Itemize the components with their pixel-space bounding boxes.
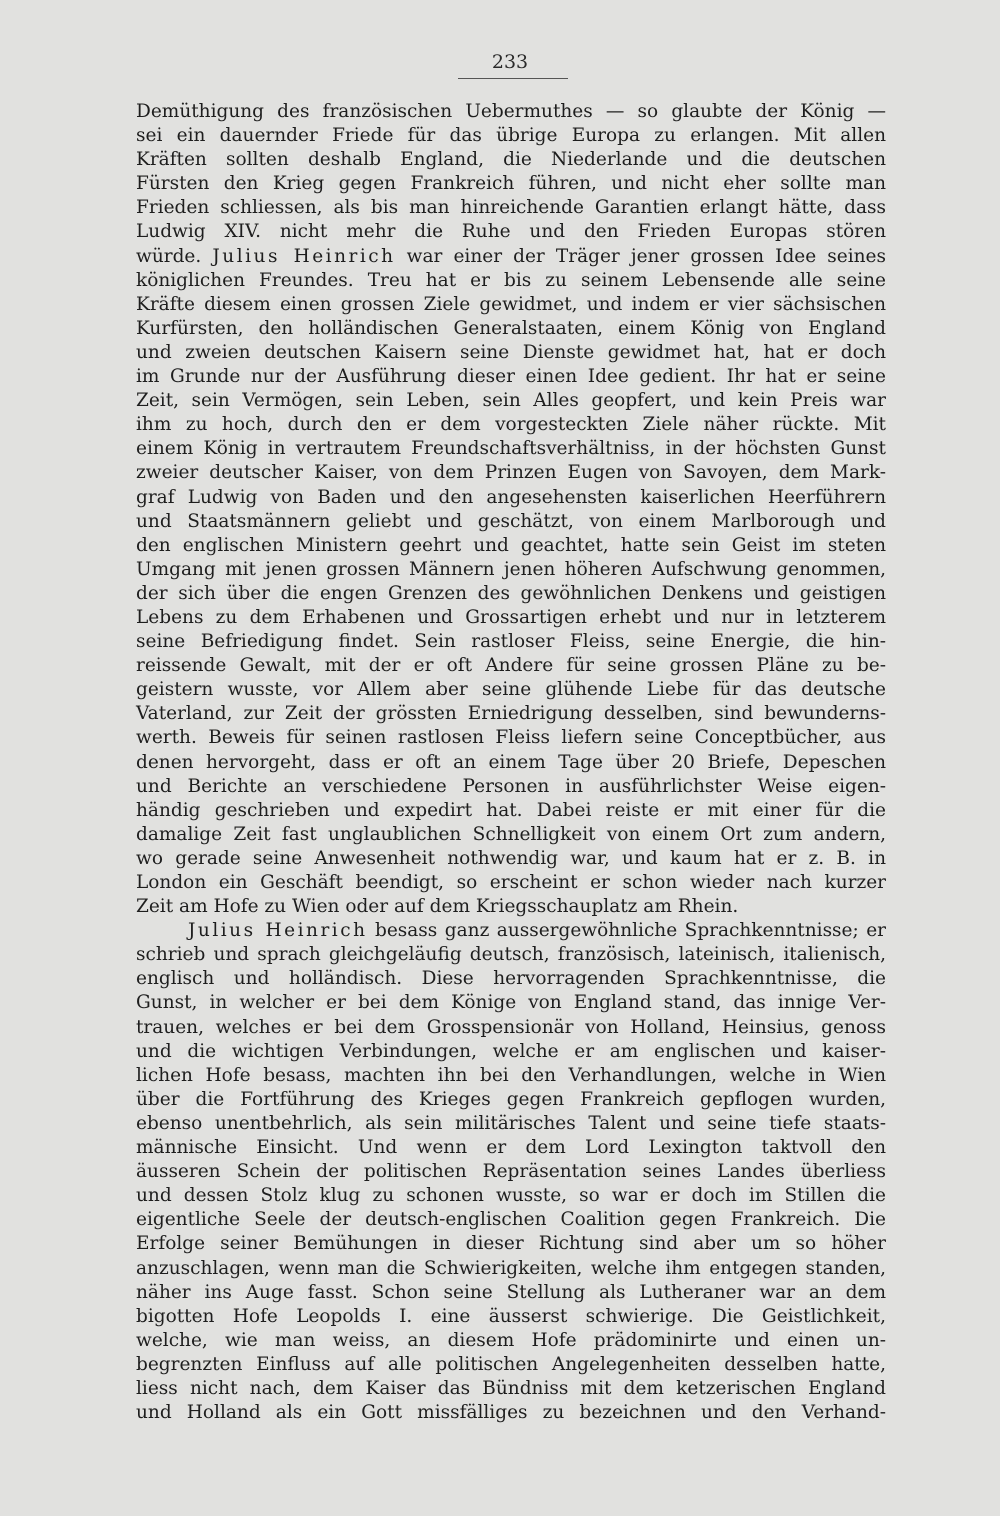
text-line: und Holland als ein Gott missfälliges zu bezeichnen und den Verhand- (136, 1402, 886, 1424)
text-line: anzuschlagen, wenn man die Schwierigkeiten, welche ihm entgegen standen, (136, 1257, 886, 1279)
text-line: ihm zu hoch, durch den er dem vorgesteckten Ziele näher rückte. Mit (136, 414, 886, 436)
text-line: schrieb und sprach gleichgeläufig deutsch, französisch, lateinisch, italienisch, (136, 944, 886, 966)
text-line: über die Fortführung des Krieges gegen Frankreich gepflogen wurden, (136, 1088, 886, 1110)
text-line (136, 919, 886, 943)
text-line: wo gerade seine Anwesenheit nothwendig war, und kaum hat er z. B. in (136, 847, 886, 869)
text-line: im Grunde nur der Ausführung dieser einen Idee gedient. Ihr hat er seine (136, 366, 886, 388)
text-line: damalige Zeit fast unglaublichen Schnelligkeit von einem Ort zum andern, (136, 823, 886, 845)
text-line: äusseren Schein der politischen Repräsentation seines Landes überliess (136, 1161, 886, 1183)
text-line: lichen Hofe besass, machten ihn bei den Verhandlungen, welche in Wien (136, 1064, 886, 1086)
text-line: Zeit, sein Vermögen, sein Leben, sein Alles geopfert, und kein Preis war (136, 390, 886, 412)
text-line: männische Einsicht. Und wenn er dem Lord Lexington taktvoll den (136, 1137, 886, 1159)
text-line: Kurfürsten, den holländischen Generalstaaten, einem König von England (136, 317, 886, 339)
text-line: Kräften sollten deshalb England, die Niederlande und die deutschen (136, 149, 886, 171)
text-line (136, 245, 886, 269)
text-line: Erfolge seiner Bemühungen in dieser Richtung sind aber um so höher (136, 1233, 886, 1255)
text-line: und dessen Stolz klug zu schonen wusste, so war er doch im Stillen die (136, 1185, 886, 1207)
text-line: näher ins Auge fasst. Schon seine Stellung als Lutheraner war an dem (136, 1281, 886, 1303)
text-line: London ein Geschäft beendigt, so erscheint er schon wieder nach kurzer (136, 872, 886, 893)
text-line: händig geschrieben und expedirt hat. Dabei reiste er mit einer für die (136, 799, 886, 821)
body-text (136, 100, 886, 1425)
text-line: bigotten Hofe Leopolds I. eine äusserst schwierige. Die Geistlichkeit, (136, 1305, 886, 1327)
text-line: Vaterland, zur Zeit der grössten Erniedrigung desselben, sind bewunderns- (136, 703, 886, 725)
line-segment: besass ganz aussergewöhnliche Sprachkenntnisse; er (367, 920, 887, 942)
text-line: Frieden schliessen, als bis man hinreichende Garantien erlangt hätte, dass (136, 197, 886, 219)
text-line: Umgang mit jenen grossen Männern jenen höheren Aufschwung genommen, (136, 558, 886, 580)
text-line: Ludwig XIV. nicht mehr die Ruhe und den Frieden Europas stören (136, 221, 886, 243)
text-line: sei ein dauernder Friede für das übrige Europa zu erlangen. Mit allen (136, 125, 886, 147)
text-line: und zweien deutschen Kaisern seine Dienste gewidmet hat, hat er doch (136, 341, 886, 363)
text-line: welche, wie man weiss, an diesem Hofe prädominirte und einen un- (136, 1329, 886, 1351)
text-line: trauen, welches er bei dem Grosspensionär von Holland, Heinsius, genoss (136, 1016, 886, 1038)
text-line: und Staatsmännern geliebt und geschätzt, von einem Marlborough und (136, 510, 886, 532)
text-line: der sich über die engen Grenzen des gewöhnlichen Denkens und geistigen (136, 582, 886, 604)
text-line: und die wichtigen Verbindungen, welche er am englischen und kaiser- (136, 1040, 886, 1062)
text-line: einem König in vertrautem Freundschaftsverhältniss, in der höchsten Gunst (136, 438, 886, 460)
text-line: englisch und holländisch. Diese hervorragenden Sprachkenntnisse, die (136, 968, 886, 990)
header-rule (458, 78, 568, 79)
text-line: den englischen Ministern geehrt und geachtet, hatte sein Geist im steten (136, 534, 886, 556)
text-line: Demüthigung des französischen Uebermuthes — so glaubte der König — (136, 101, 886, 122)
line-segment: war einer der Träger jener grossen Idee seines (395, 245, 887, 267)
text-line: denen hervorgeht, dass er oft an einem Tage über 20 Briefe, Depeschen (136, 751, 886, 773)
text-line: werth. Beweis für seinen rastlosen Fleiss liefern seine Conceptbücher, aus (136, 727, 886, 749)
text-line: geistern wusste, vor Allem aber seine glühende Liebe für das deutsche (136, 679, 886, 701)
spaced-name: Julius Heinrich (212, 245, 396, 267)
text-line: königlichen Freundes. Treu hat er bis zu seinem Lebensende alle seine (136, 269, 886, 291)
text-line: Zeit am Hofe zu Wien oder auf dem Kriegsschauplatz am Rhein. (136, 896, 739, 918)
text-line: ebenso unentbehrlich, als sein militärisches Talent und seine tiefe staats- (136, 1112, 886, 1134)
text-line: Lebens zu dem Erhabenen und Grossartigen erhebt und nur in letzterem (136, 606, 886, 628)
line-segment: würde. (136, 245, 213, 267)
page-number: 233 (491, 51, 529, 73)
text-line: begrenzten Einfluss auf alle politischen Angelegenheiten desselben hatte, (136, 1353, 886, 1375)
text-line: eigentliche Seele der deutsch-englischen Coalition gegen Frankreich. Die (136, 1209, 886, 1231)
text-line: zweier deutscher Kaiser, von dem Prinzen Eugen von Savoyen, dem Mark- (136, 462, 886, 484)
text-line: reissende Gewalt, mit der er oft Andere für seine grossen Pläne zu be- (136, 655, 886, 677)
text-line: Fürsten den Krieg gegen Frankreich führen, und nicht eher sollte man (136, 173, 886, 195)
text-line: Kräfte diesem einen grossen Ziele gewidmet, und indem er vier sächsischen (136, 293, 886, 315)
text-line: seine Befriedigung findet. Sein rastloser Fleiss, seine Energie, die hin- (136, 631, 886, 653)
text-line: graf Ludwig von Baden und den angesehensten kaiserlichen Heerführern (136, 486, 886, 508)
text-line: Gunst, in welcher er bei dem Könige von England stand, das innige Ver- (136, 992, 886, 1014)
text-line: und Berichte an verschiedene Personen in ausführlichster Weise eigen- (136, 775, 886, 797)
spaced-name: Julius Heinrich (188, 920, 368, 942)
text-line: liess nicht nach, dem Kaiser das Bündniss mit dem ketzerischen England (136, 1377, 886, 1399)
